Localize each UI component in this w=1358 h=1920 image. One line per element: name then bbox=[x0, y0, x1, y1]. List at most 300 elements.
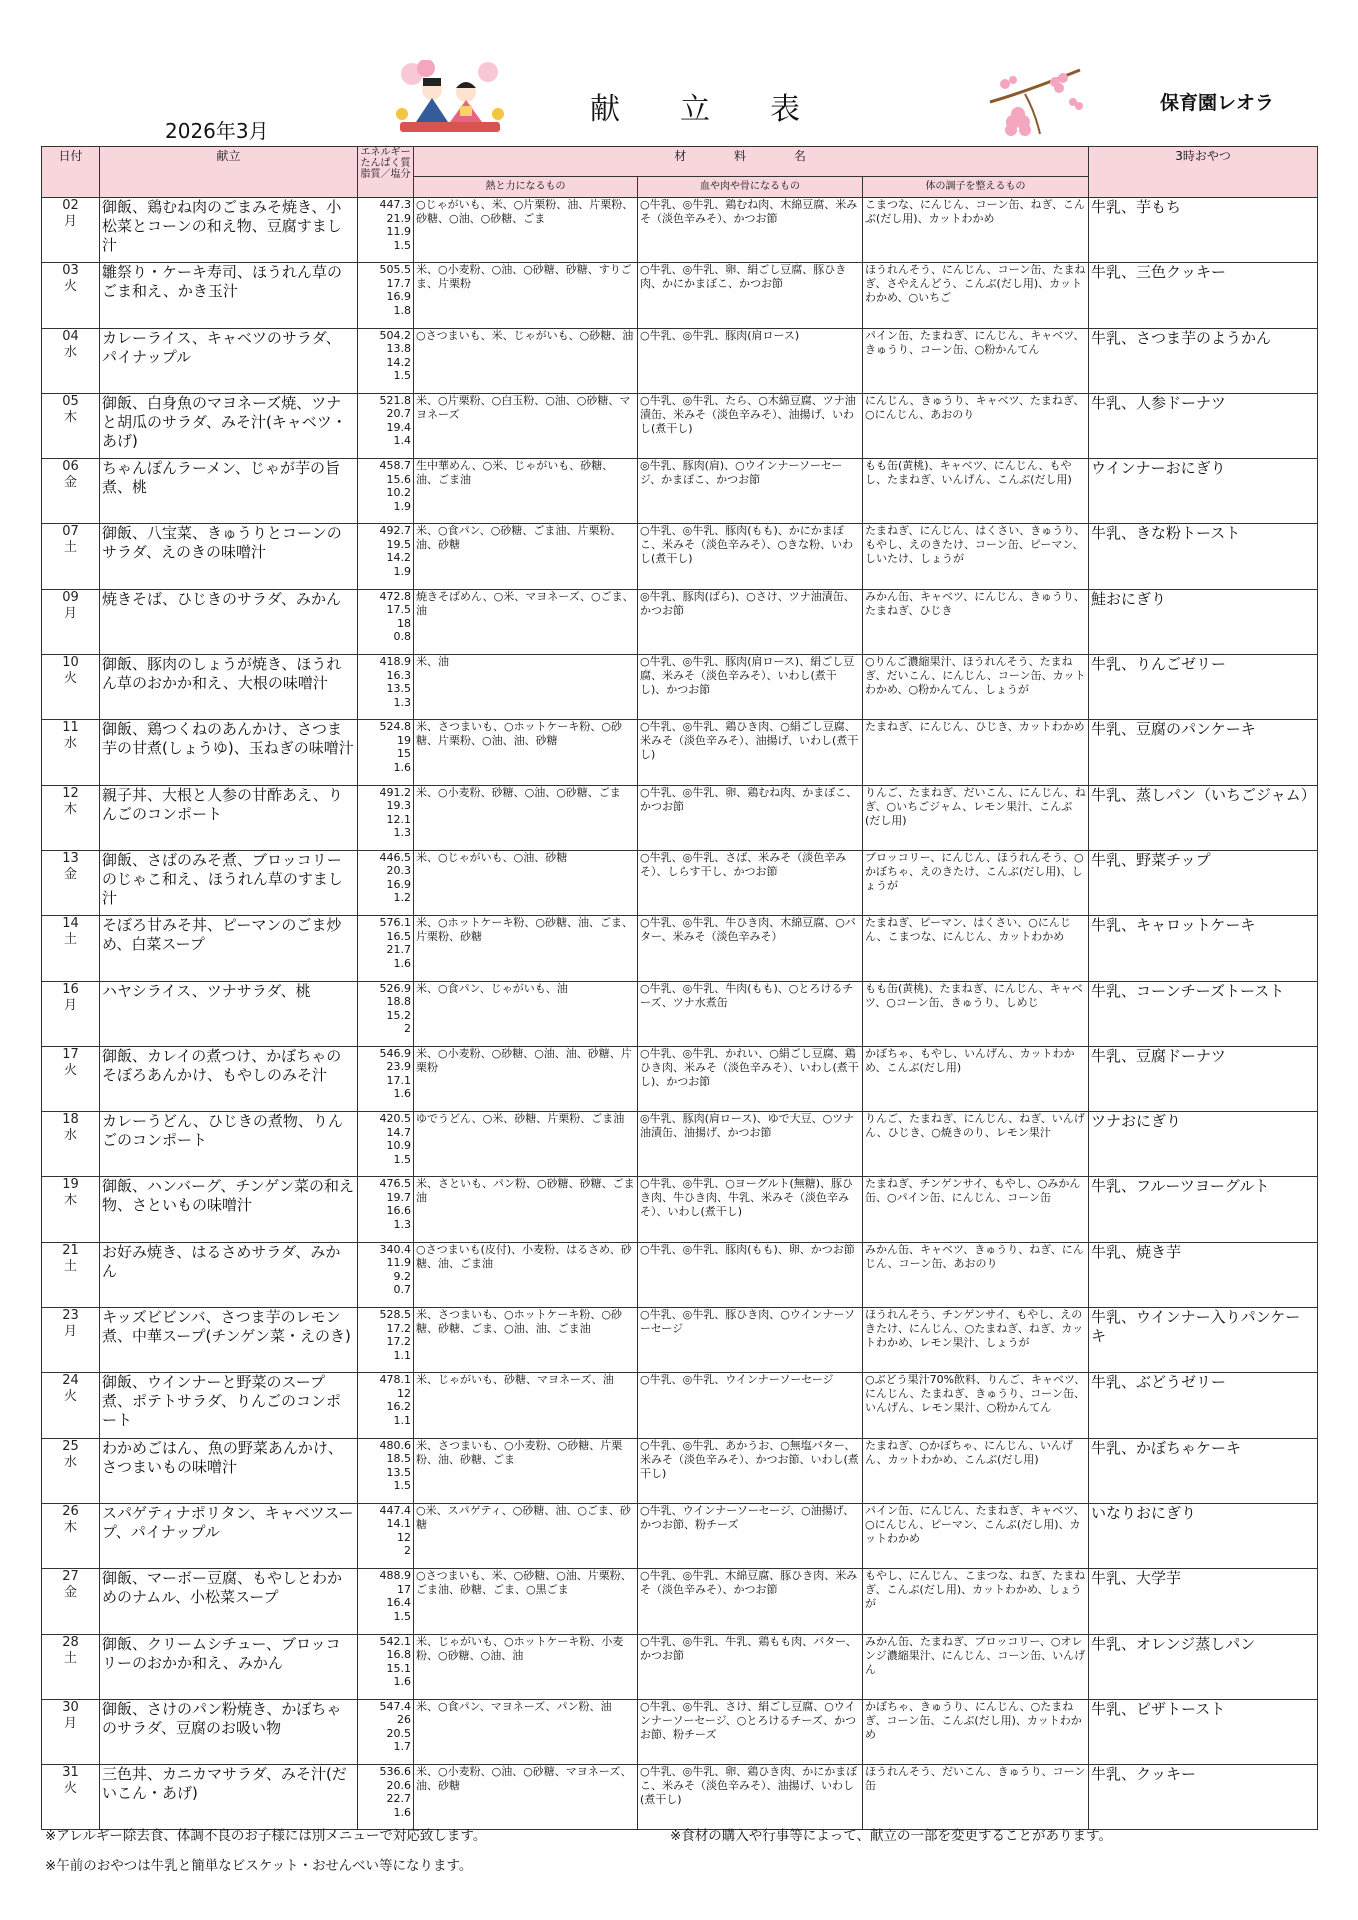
salt-value: 1.6 bbox=[393, 1087, 411, 1101]
menu-row bbox=[42, 655, 1318, 720]
energy-value: 546.9 bbox=[379, 1046, 411, 1060]
menu-table bbox=[41, 146, 1318, 1830]
protein-value: 16.5 bbox=[386, 929, 411, 943]
weekday: 木 bbox=[63, 409, 77, 425]
protein-value: 15.6 bbox=[386, 472, 411, 486]
page-header bbox=[0, 0, 1358, 150]
date-cell bbox=[42, 916, 100, 981]
blood-ingredients: ○牛乳、◎牛乳、豚肉(もも)、かにかまぼこ、米みそ（淡色辛みそ）、○きな粉、いわし(煮干し) bbox=[638, 524, 863, 589]
heat-ingredients: 米、さつまいも、○小麦粉、○砂糖、片栗粉、油、砂糖、ごま bbox=[414, 1438, 638, 1503]
note-allergy: ※アレルギー除去食、体調不良のお子様には別メニューで対応致します。 bbox=[45, 1828, 487, 1844]
day-number: 14 bbox=[62, 916, 79, 932]
day-number: 09 bbox=[62, 589, 79, 605]
header-heat: 熱と力になるもの bbox=[414, 176, 638, 197]
salt-value: 1.5 bbox=[393, 1152, 411, 1166]
protein-value: 18.5 bbox=[386, 1452, 411, 1466]
blood-ingredients: ○牛乳、◎牛乳、木綿豆腐、豚ひき肉、米みそ（淡色辛みそ）、かつお節 bbox=[638, 1569, 863, 1634]
nutrition-cell bbox=[358, 1765, 414, 1830]
nutrition-cell bbox=[358, 1373, 414, 1438]
blood-ingredients: ○牛乳、◎牛乳、かれい、○絹ごし豆腐、鶏ひき肉、米みそ（淡色辛みそ）、いわし(煮干し)、かつお節 bbox=[638, 1046, 863, 1111]
snack-cell: 牛乳、三色クッキー bbox=[1089, 263, 1318, 328]
blood-ingredients: ○牛乳、◎牛乳、牛乳、鶏もも肉、バター、かつお節 bbox=[638, 1634, 863, 1699]
heat-ingredients: 米、○小麦粉、○油、○砂糖、砂糖、すりごま、片栗粉 bbox=[414, 263, 638, 328]
header-menu: 献立 bbox=[100, 147, 358, 198]
salt-value: 1.3 bbox=[393, 695, 411, 709]
fat-value: 18 bbox=[397, 616, 411, 630]
protein-value: 23.9 bbox=[386, 1060, 411, 1074]
nutrition-cell bbox=[358, 785, 414, 850]
dish-cell: 御飯、さばのみそ煮、ブロッコリーのじゃこ和え、ほうれん草のすまし汁 bbox=[100, 850, 358, 915]
date-cell bbox=[42, 1699, 100, 1764]
day-number: 02 bbox=[62, 198, 79, 213]
nutrition-cell bbox=[358, 589, 414, 654]
weekday: 月 bbox=[63, 1715, 77, 1731]
salt-value: 2 bbox=[404, 1544, 411, 1558]
energy-value: 491.2 bbox=[379, 785, 411, 799]
day-number: 07 bbox=[62, 524, 79, 540]
menu-row bbox=[42, 916, 1318, 981]
salt-value: 1.6 bbox=[393, 1675, 411, 1689]
protein-value: 17 bbox=[397, 1582, 411, 1596]
header-protein: たんぱく質 bbox=[360, 158, 411, 169]
weekday: 土 bbox=[63, 932, 77, 948]
body-ingredients: たまねぎ、ピーマン、はくさい、○にんじん、こまつな、にんじん、カットわかめ bbox=[863, 916, 1089, 981]
day-number: 24 bbox=[62, 1373, 79, 1389]
snack-cell: 牛乳、人参ドーナツ bbox=[1089, 393, 1318, 458]
protein-value: 16.3 bbox=[386, 668, 411, 682]
body-ingredients: こまつな、にんじん、コーン缶、ねぎ、こんぶ(だし用)、カットわかめ bbox=[863, 198, 1089, 263]
blood-ingredients: ○牛乳、◎牛乳、鶏ひき肉、○絹ごし豆腐、米みそ（淡色辛みそ）、油揚げ、いわし(煮干し) bbox=[638, 720, 863, 785]
snack-cell: 牛乳、芋もち bbox=[1089, 198, 1318, 263]
salt-value: 1.3 bbox=[393, 826, 411, 840]
menu-row bbox=[42, 263, 1318, 328]
salt-value: 1.6 bbox=[393, 760, 411, 774]
snack-cell: 牛乳、大学芋 bbox=[1089, 1569, 1318, 1634]
dish-cell: 御飯、クリームシチュー、ブロッコリーのおかか和え、みかん bbox=[100, 1634, 358, 1699]
protein-value: 11.9 bbox=[386, 1256, 411, 1270]
nutrition-cell bbox=[358, 524, 414, 589]
header-energy: エネルギー bbox=[360, 147, 411, 158]
weekday: 火 bbox=[63, 671, 77, 687]
note-morning-snack: ※午前のおやつは牛乳と簡単なビスケット・おせんべい等になります。 bbox=[45, 1858, 473, 1874]
protein-value: 19.3 bbox=[386, 799, 411, 813]
protein-value: 20.3 bbox=[386, 864, 411, 878]
menu-row bbox=[42, 1308, 1318, 1373]
blood-ingredients: ○牛乳、◎牛乳、たら、○木綿豆腐、ツナ油漬缶、米みそ（淡色辛みそ）、油揚げ、いわし(煮干し) bbox=[638, 393, 863, 458]
snack-cell: 牛乳、蒸しパン（いちごジャム） bbox=[1089, 785, 1318, 850]
snack-cell: 牛乳、かぼちゃケーキ bbox=[1089, 1438, 1318, 1503]
dish-cell: カレーうどん、ひじきの煮物、りんごのコンポート bbox=[100, 1112, 358, 1177]
heat-ingredients: 生中華めん、○米、じゃがいも、砂糖、油、ごま油 bbox=[414, 459, 638, 524]
snack-cell: 牛乳、さつま芋のようかん bbox=[1089, 328, 1318, 393]
salt-value: 1.5 bbox=[393, 369, 411, 383]
fat-value: 11.9 bbox=[386, 225, 411, 238]
body-ingredients: もも缶(黄桃)、たまねぎ、にんじん、キャベツ、○コーン缶、きゅうり、しめじ bbox=[863, 981, 1089, 1046]
protein-value: 21.9 bbox=[386, 211, 411, 225]
menu-row bbox=[42, 1765, 1318, 1830]
date-cell bbox=[42, 328, 100, 393]
snack-cell: ウインナーおにぎり bbox=[1089, 459, 1318, 524]
energy-value: 528.5 bbox=[379, 1308, 411, 1322]
protein-value: 20.7 bbox=[386, 407, 411, 421]
protein-value: 17.5 bbox=[386, 603, 411, 617]
salt-value: 1.8 bbox=[393, 303, 411, 317]
energy-value: 521.8 bbox=[379, 393, 411, 407]
dish-cell: 焼きそば、ひじきのサラダ、みかん bbox=[100, 589, 358, 654]
dish-cell: ハヤシライス、ツナサラダ、桃 bbox=[100, 981, 358, 1046]
date-cell bbox=[42, 524, 100, 589]
header-blood: 血や肉や骨になるもの bbox=[638, 176, 863, 197]
weekday: 水 bbox=[63, 736, 77, 752]
day-number: 17 bbox=[62, 1046, 79, 1062]
menu-row bbox=[42, 1046, 1318, 1111]
heat-ingredients: ○さつまいも(皮付)、小麦粉、はるさめ、砂糖、油、ごま油 bbox=[414, 1242, 638, 1307]
nutrition-cell bbox=[358, 328, 414, 393]
fat-value: 10.9 bbox=[386, 1139, 411, 1153]
fat-value: 19.4 bbox=[386, 420, 411, 434]
dish-cell: 御飯、白身魚のマヨネーズ焼、ツナと胡瓜のサラダ、みそ汁(キャベツ・あげ) bbox=[100, 393, 358, 458]
body-ingredients: もも缶(黄桃)、キャベツ、にんじん、もやし、たまねぎ、いんげん、こんぶ(だし用) bbox=[863, 459, 1089, 524]
snack-cell: 鮭おにぎり bbox=[1089, 589, 1318, 654]
day-number: 18 bbox=[62, 1112, 79, 1128]
snack-cell: 牛乳、焼き芋 bbox=[1089, 1242, 1318, 1307]
day-number: 16 bbox=[62, 981, 79, 997]
heat-ingredients: 米、さつまいも、○ホットケーキ粉、○砂糖、片栗粉、○油、油、砂糖 bbox=[414, 720, 638, 785]
day-number: 19 bbox=[62, 1177, 79, 1193]
body-ingredients: もやし、にんじん、こまつな、ねぎ、たまねぎ、こんぶ(だし用)、カットわかめ、しょうが bbox=[863, 1569, 1089, 1634]
date-cell bbox=[42, 589, 100, 654]
nutrition-cell bbox=[358, 1634, 414, 1699]
fat-value: 12.1 bbox=[386, 812, 411, 826]
salt-value: 1.5 bbox=[393, 238, 411, 252]
salt-value: 1.1 bbox=[393, 1348, 411, 1362]
dish-cell: 御飯、ハンバーグ、チンゲン菜の和え物、さといもの味噌汁 bbox=[100, 1177, 358, 1242]
menu-row bbox=[42, 1373, 1318, 1438]
body-ingredients: ほうれんそう、だいこん、きゅうり、コーン缶 bbox=[863, 1765, 1089, 1830]
day-number: 27 bbox=[62, 1569, 79, 1585]
blood-ingredients: ○牛乳、◎牛乳、豚肉(肩ロース)、絹ごし豆腐、米みそ（淡色辛みそ）、いわし(煮干し)、かつお節 bbox=[638, 655, 863, 720]
weekday: 木 bbox=[63, 1193, 77, 1209]
salt-value: 1.4 bbox=[393, 434, 411, 448]
day-number: 12 bbox=[62, 785, 79, 801]
menu-row bbox=[42, 1438, 1318, 1503]
body-ingredients: かぼちゃ、もやし、いんげん、カットわかめ、こんぶ(だし用) bbox=[863, 1046, 1089, 1111]
energy-value: 488.9 bbox=[379, 1569, 411, 1583]
fat-value: 10.2 bbox=[386, 486, 411, 500]
blood-ingredients: ○牛乳、◎牛乳、牛ひき肉、木綿豆腐、○バター、米みそ（淡色辛みそ） bbox=[638, 916, 863, 981]
body-ingredients: にんじん、きゅうり、キャベツ、たまねぎ、○にんじん、あおのり bbox=[863, 393, 1089, 458]
nutrition-cell bbox=[358, 393, 414, 458]
header-snack: 3時おやつ bbox=[1089, 147, 1318, 198]
day-number: 31 bbox=[62, 1765, 79, 1781]
heat-ingredients: ○米、スパゲティ、○砂糖、油、○ごま、砂糖 bbox=[414, 1503, 638, 1568]
blood-ingredients: ○牛乳、◎牛乳、さば、米みそ（淡色辛みそ）、しらす干し、かつお節 bbox=[638, 850, 863, 915]
dish-cell: キッズビビンバ、さつま芋のレモン煮、中華スープ(チンゲン菜・えのき) bbox=[100, 1308, 358, 1373]
snack-cell: 牛乳、きな粉トースト bbox=[1089, 524, 1318, 589]
header-materials: 材 料 名 bbox=[414, 147, 1089, 177]
nutrition-cell bbox=[358, 1177, 414, 1242]
snack-cell: 牛乳、コーンチーズトースト bbox=[1089, 981, 1318, 1046]
body-ingredients: パイン缶、たまねぎ、にんじん、キャベツ、きゅうり、コーン缶、○粉かんてん bbox=[863, 328, 1089, 393]
month-label: 2026年3月 bbox=[165, 119, 269, 143]
protein-value: 13.8 bbox=[386, 342, 411, 356]
energy-value: 447.3 bbox=[379, 198, 411, 211]
fat-value: 13.5 bbox=[386, 1465, 411, 1479]
date-cell bbox=[42, 1569, 100, 1634]
energy-value: 418.9 bbox=[379, 655, 411, 669]
energy-value: 478.1 bbox=[379, 1373, 411, 1387]
fat-value: 9.2 bbox=[393, 1269, 411, 1283]
menu-row bbox=[42, 393, 1318, 458]
protein-value: 14.1 bbox=[386, 1517, 411, 1531]
body-ingredients: たまねぎ、○かぼちゃ、にんじん、いんげん、カットわかめ、こんぶ(だし用) bbox=[863, 1438, 1089, 1503]
heat-ingredients: 米、じゃがいも、砂糖、マヨネーズ、油 bbox=[414, 1373, 638, 1438]
nutrition-cell bbox=[358, 1699, 414, 1764]
dish-cell: 三色丼、カニカマサラダ、みそ汁(だいこん・あげ) bbox=[100, 1765, 358, 1830]
weekday: 木 bbox=[63, 801, 77, 817]
salt-value: 2 bbox=[404, 1022, 411, 1036]
menu-row bbox=[42, 785, 1318, 850]
fat-value: 17.2 bbox=[386, 1335, 411, 1349]
heat-ingredients: 米、○じゃがいも、○油、砂糖 bbox=[414, 850, 638, 915]
energy-value: 576.1 bbox=[379, 916, 411, 930]
dish-cell: カレーライス、キャベツのサラダ、パイナップル bbox=[100, 328, 358, 393]
protein-value: 16.8 bbox=[386, 1648, 411, 1662]
weekday: 水 bbox=[63, 344, 77, 360]
energy-value: 446.5 bbox=[379, 850, 411, 864]
date-cell bbox=[42, 1373, 100, 1438]
day-number: 04 bbox=[62, 328, 79, 344]
weekday: 月 bbox=[63, 997, 77, 1013]
body-ingredients: みかん缶、キャベツ、にんじん、きゅうり、たまねぎ、ひじき bbox=[863, 589, 1089, 654]
fat-value: 13.5 bbox=[386, 682, 411, 696]
heat-ingredients: 米、さといも、パン粉、○砂糖、砂糖、ごま油 bbox=[414, 1177, 638, 1242]
menu-row bbox=[42, 459, 1318, 524]
weekday: 火 bbox=[63, 1062, 77, 1078]
dish-cell: 御飯、さけのパン粉焼き、かぼちゃのサラダ、豆腐のお吸い物 bbox=[100, 1699, 358, 1764]
blood-ingredients: ○牛乳、◎牛乳、豚肉(もも)、卵、かつお節 bbox=[638, 1242, 863, 1307]
salt-value: 0.8 bbox=[393, 630, 411, 644]
energy-value: 504.2 bbox=[379, 328, 411, 342]
weekday: 月 bbox=[63, 214, 77, 229]
plum-blossom-icon bbox=[985, 62, 1085, 142]
fat-value: 16.9 bbox=[386, 877, 411, 891]
heat-ingredients: 焼きそばめん、○米、マヨネーズ、○ごま、油 bbox=[414, 589, 638, 654]
heat-ingredients: 米、油 bbox=[414, 655, 638, 720]
heat-ingredients: 米、○小麦粉、○砂糖、○油、油、砂糖、片栗粉 bbox=[414, 1046, 638, 1111]
heat-ingredients: 米、○片栗粉、○白玉粉、○油、○砂糖、マヨネーズ bbox=[414, 393, 638, 458]
fat-value: 16.6 bbox=[386, 1204, 411, 1218]
day-number: 10 bbox=[62, 655, 79, 671]
dish-cell: 御飯、マーボー豆腐、もやしとわかめのナムル、小松菜スープ bbox=[100, 1569, 358, 1634]
fat-value: 14.2 bbox=[386, 551, 411, 565]
nutrition-cell bbox=[358, 981, 414, 1046]
salt-value: 1.9 bbox=[393, 499, 411, 513]
nutrition-cell bbox=[358, 655, 414, 720]
date-cell bbox=[42, 1634, 100, 1699]
body-ingredients: たまねぎ、にんじん、はくさい、きゅうり、もやし、えのきたけ、コーン缶、ピーマン、しいたけ、しょうが bbox=[863, 524, 1089, 589]
energy-value: 542.1 bbox=[379, 1634, 411, 1648]
day-number: 28 bbox=[62, 1634, 79, 1650]
body-ingredients: みかん缶、キャベツ、きゅうり、ねぎ、にんじん、コーン缶、あおのり bbox=[863, 1242, 1089, 1307]
dish-cell: お好み焼き、はるさめサラダ、みかん bbox=[100, 1242, 358, 1307]
menu-row bbox=[42, 1634, 1318, 1699]
heat-ingredients: 米、○ホットケーキ粉、○砂糖、油、ごま、片栗粉、砂糖 bbox=[414, 916, 638, 981]
header-body: 体の調子を整えるもの bbox=[863, 176, 1089, 197]
energy-value: 340.4 bbox=[379, 1242, 411, 1256]
menu-rows bbox=[42, 198, 1318, 1830]
dish-cell: 御飯、ウインナーと野菜のスープ煮、ポテトサラダ、りんごのコンポート bbox=[100, 1373, 358, 1438]
menu-row bbox=[42, 198, 1318, 263]
day-number: 13 bbox=[62, 850, 79, 866]
date-cell bbox=[42, 1308, 100, 1373]
heat-ingredients: ○さつまいも、米、○砂糖、○油、片栗粉、ごま油、砂糖、ごま、○黒ごま bbox=[414, 1569, 638, 1634]
blood-ingredients: ◎牛乳、豚肉(肩ロース)、ゆで大豆、○ツナ油漬缶、油揚げ、かつお節 bbox=[638, 1112, 863, 1177]
fat-value: 22.7 bbox=[386, 1792, 411, 1806]
heat-ingredients: 米、○小麦粉、砂糖、○油、○砂糖、ごま bbox=[414, 785, 638, 850]
nutrition-cell bbox=[358, 1569, 414, 1634]
snack-cell: 牛乳、キャロットケーキ bbox=[1089, 916, 1318, 981]
salt-value: 1.1 bbox=[393, 1413, 411, 1427]
dish-cell: 御飯、豚肉のしょうが焼き、ほうれん草のおかか和え、大根の味噌汁 bbox=[100, 655, 358, 720]
weekday: 火 bbox=[63, 1389, 77, 1405]
dish-cell: スパゲティナポリタン、キャベツスープ、パイナップル bbox=[100, 1503, 358, 1568]
day-number: 06 bbox=[62, 459, 79, 475]
dish-cell: ちゃんぽんラーメン、じゃが芋の旨煮、桃 bbox=[100, 459, 358, 524]
snack-cell: 牛乳、ウインナー入りパンケーキ bbox=[1089, 1308, 1318, 1373]
date-cell bbox=[42, 850, 100, 915]
energy-value: 505.5 bbox=[379, 263, 411, 277]
body-ingredients: かぼちゃ、きゅうり、にんじん、○たまねぎ、コーン缶、こんぶ(だし用)、カットわかめ bbox=[863, 1699, 1089, 1764]
protein-value: 20.6 bbox=[386, 1778, 411, 1792]
fat-value: 20.5 bbox=[386, 1726, 411, 1740]
protein-value: 17.7 bbox=[386, 276, 411, 290]
date-cell bbox=[42, 263, 100, 328]
heat-ingredients: 米、○食パン、じゃがいも、油 bbox=[414, 981, 638, 1046]
snack-cell: 牛乳、オレンジ蒸しパン bbox=[1089, 1634, 1318, 1699]
nutrition-cell bbox=[358, 198, 414, 263]
menu-row bbox=[42, 981, 1318, 1046]
body-ingredients: ほうれんそう、チンゲンサイ、もやし、えのきたけ、にんじん、○たまねぎ、ねぎ、カットわかめ、レモン果汁、しょうが bbox=[863, 1308, 1089, 1373]
header-fat-salt: 脂質／塩分 bbox=[360, 169, 411, 180]
dish-cell: 親子丼、大根と人参の甘酢あえ、りんごのコンポート bbox=[100, 785, 358, 850]
date-cell bbox=[42, 1046, 100, 1111]
heat-ingredients: 米、さつまいも、○ホットケーキ粉、○砂糖、砂糖、ごま、○油、油、ごま油 bbox=[414, 1308, 638, 1373]
date-cell bbox=[42, 459, 100, 524]
weekday: 水 bbox=[63, 1128, 77, 1144]
date-cell bbox=[42, 785, 100, 850]
nutrition-cell bbox=[358, 1438, 414, 1503]
nutrition-cell bbox=[358, 459, 414, 524]
salt-value: 1.5 bbox=[393, 1609, 411, 1623]
snack-cell: 牛乳、豆腐ドーナツ bbox=[1089, 1046, 1318, 1111]
menu-row bbox=[42, 1112, 1318, 1177]
menu-row bbox=[42, 589, 1318, 654]
day-number: 30 bbox=[62, 1699, 79, 1715]
menu-row bbox=[42, 1503, 1318, 1568]
blood-ingredients: ○牛乳、◎牛乳、さけ、絹ごし豆腐、○ウインナーソーセージ、○とろけるチーズ、かつお節、粉チーズ bbox=[638, 1699, 863, 1764]
day-number: 21 bbox=[62, 1242, 79, 1258]
fat-value: 17.1 bbox=[386, 1073, 411, 1087]
energy-value: 492.7 bbox=[379, 524, 411, 538]
salt-value: 1.3 bbox=[393, 1217, 411, 1231]
nutrition-cell bbox=[358, 720, 414, 785]
snack-cell: 牛乳、クッキー bbox=[1089, 1765, 1318, 1830]
day-number: 05 bbox=[62, 393, 79, 409]
menu-row bbox=[42, 1699, 1318, 1764]
menu-row bbox=[42, 1242, 1318, 1307]
energy-value: 447.4 bbox=[379, 1503, 411, 1517]
body-ingredients: ブロッコリー、にんじん、ほうれんそう、○かぼちゃ、えのきたけ、こんぶ(だし用)、しょうが bbox=[863, 850, 1089, 915]
blood-ingredients: ○牛乳、◎牛乳、○ヨーグルト(無糖)、豚ひき肉、牛ひき肉、牛乳、米みそ（淡色辛みそ）、いわし(煮干し) bbox=[638, 1177, 863, 1242]
dish-cell: そぼろ甘みそ丼、ピーマンのごま炒め、白菜スープ bbox=[100, 916, 358, 981]
snack-cell: 牛乳、フルーツヨーグルト bbox=[1089, 1177, 1318, 1242]
energy-value: 472.8 bbox=[379, 589, 411, 603]
energy-value: 476.5 bbox=[379, 1177, 411, 1191]
weekday: 土 bbox=[63, 1258, 77, 1274]
blood-ingredients: ○牛乳、◎牛乳、豚ひき肉、○ウインナーソーセージ bbox=[638, 1308, 863, 1373]
hina-dolls-icon bbox=[390, 60, 510, 138]
heat-ingredients: 米、○小麦粉、○油、○砂糖、マヨネーズ、油、砂糖 bbox=[414, 1765, 638, 1830]
date-cell bbox=[42, 1765, 100, 1830]
body-ingredients: ○ぶどう果汁70%飲料、りんご、キャベツ、にんじん、たまねぎ、きゅうり、コーン缶、いんげん、レモン果汁、○粉かんてん bbox=[863, 1373, 1089, 1438]
menu-row bbox=[42, 720, 1318, 785]
dish-cell: 御飯、カレイの煮つけ、かぼちゃのそぼろあんかけ、もやしのみそ汁 bbox=[100, 1046, 358, 1111]
energy-value: 526.9 bbox=[379, 981, 411, 995]
protein-value: 26 bbox=[397, 1713, 411, 1727]
nutrition-cell bbox=[358, 1242, 414, 1307]
energy-value: 547.4 bbox=[379, 1699, 411, 1713]
heat-ingredients: 米、じゃがいも、○ホットケーキ粉、小麦粉、○砂糖、○油、油 bbox=[414, 1634, 638, 1699]
protein-value: 19.7 bbox=[386, 1190, 411, 1204]
weekday: 土 bbox=[63, 540, 77, 556]
energy-value: 536.6 bbox=[379, 1765, 411, 1779]
salt-value: 1.2 bbox=[393, 891, 411, 905]
blood-ingredients: ○牛乳、ウインナーソーセージ、○油揚げ、かつお節、粉チーズ bbox=[638, 1503, 863, 1568]
protein-value: 19 bbox=[397, 733, 411, 747]
header-nutrition bbox=[358, 147, 414, 198]
date-cell bbox=[42, 655, 100, 720]
protein-value: 18.8 bbox=[386, 995, 411, 1009]
fat-value: 15.1 bbox=[386, 1661, 411, 1675]
fat-value: 15.2 bbox=[386, 1008, 411, 1022]
fat-value: 21.7 bbox=[386, 943, 411, 957]
weekday: 木 bbox=[63, 1519, 77, 1535]
protein-value: 17.2 bbox=[386, 1321, 411, 1335]
menu-row bbox=[42, 1177, 1318, 1242]
day-number: 03 bbox=[62, 263, 79, 279]
weekday: 金 bbox=[63, 475, 77, 491]
blood-ingredients: ○牛乳、◎牛乳、卵、鶏ひき肉、かにかまぼこ、米みそ（淡色辛みそ）、油揚げ、いわし(煮干し) bbox=[638, 1765, 863, 1830]
blood-ingredients: ○牛乳、◎牛乳、あかうお、○無塩バター、米みそ（淡色辛みそ）、かつお節、いわし(煮干し) bbox=[638, 1438, 863, 1503]
blood-ingredients: ◎牛乳、豚肉(ばら)、○さけ、ツナ油漬缶、かつお節 bbox=[638, 589, 863, 654]
nutrition-cell bbox=[358, 850, 414, 915]
body-ingredients: たまねぎ、チンゲンサイ、もやし、○みかん缶、○パイン缶、にんじん、コーン缶 bbox=[863, 1177, 1089, 1242]
salt-value: 1.7 bbox=[393, 1740, 411, 1754]
body-ingredients: りんご、たまねぎ、だいこん、にんじん、ねぎ、○いちごジャム、レモン果汁、こんぶ(だし用) bbox=[863, 785, 1089, 850]
fat-value: 15 bbox=[397, 747, 411, 761]
protein-value: 14.7 bbox=[386, 1125, 411, 1139]
blood-ingredients: ○牛乳、◎牛乳、牛肉(もも)、○とろけるチーズ、ツナ水煮缶 bbox=[638, 981, 863, 1046]
note-change: ※食材の購入や行事等によって、献立の一部を変更することがあります。 bbox=[670, 1828, 1112, 1844]
blood-ingredients: ○牛乳、◎牛乳、豚肉(肩ロース) bbox=[638, 328, 863, 393]
date-cell bbox=[42, 981, 100, 1046]
dish-cell: 御飯、鶏つくねのあんかけ、さつま芋の甘煮(しょうゆ)、玉ねぎの味噌汁 bbox=[100, 720, 358, 785]
nutrition-cell bbox=[358, 1503, 414, 1568]
weekday: 火 bbox=[63, 279, 77, 295]
fat-value: 16.9 bbox=[386, 290, 411, 304]
body-ingredients: ほうれんそう、にんじん、コーン缶、たまねぎ、さやえんどう、こんぶ(だし用)、カットわかめ、○いちご bbox=[863, 263, 1089, 328]
